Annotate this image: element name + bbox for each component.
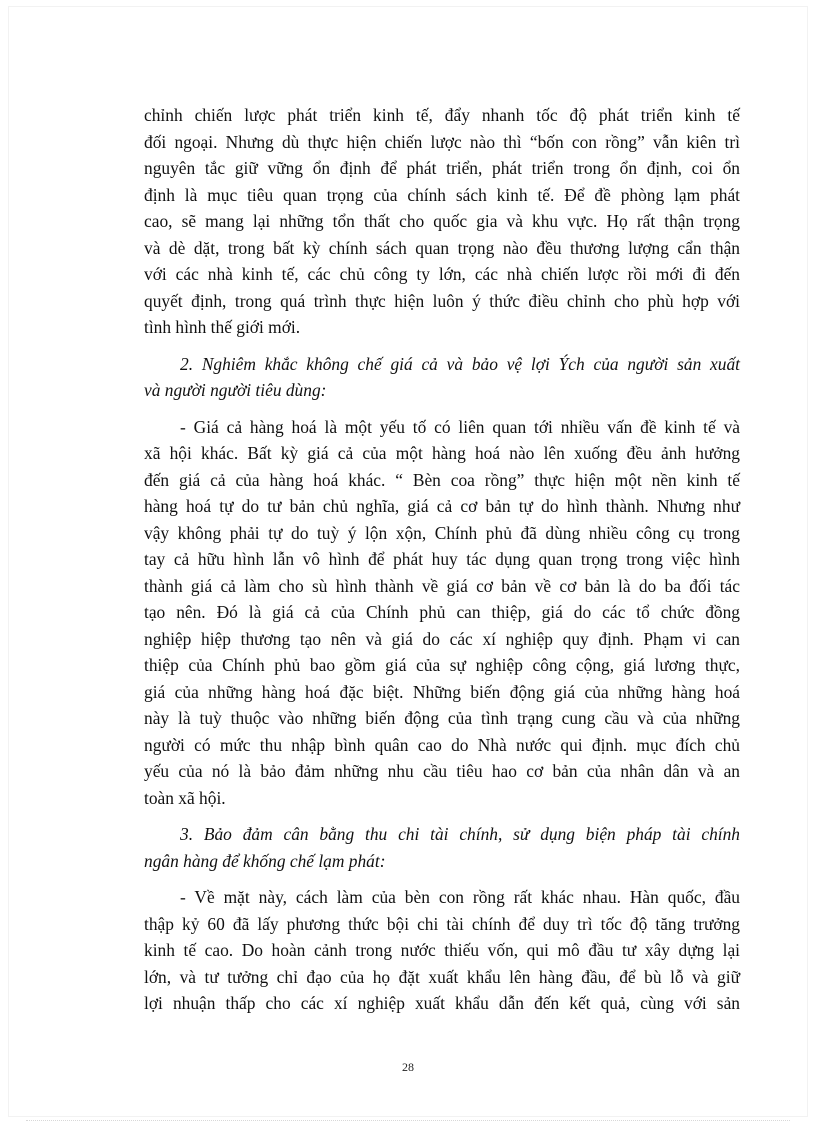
heading-line: ngân hàng để khống chế lạm phát:	[144, 850, 386, 871]
text-line: chỉnh chiến lược phát triển kinh tế, đẩy nhanh tốc độ phát triển kinh tế	[144, 105, 740, 125]
paragraph-2	[144, 414, 740, 812]
text-line: tình hình thế giới mới.	[144, 317, 301, 337]
document-body	[144, 102, 740, 1017]
bottom-divider	[26, 1120, 790, 1121]
text-line: kinh tế cao. Do hoàn cảnh trong nước thiếu vốn, qui mô đầu tư xây dựng lại	[144, 940, 740, 960]
text-line: - Giá cả hàng hoá là một yếu tố có liên quan tới nhiều vấn đề kinh tế và	[180, 416, 740, 437]
text-line: này là tuỳ thuộc vào những biến động của tình trạng cung cầu và của những	[144, 708, 740, 728]
text-line: lợi nhuận thấp cho các xí nghiệp xuất khẩu dẫn đến kết quả, cùng với sản	[144, 993, 740, 1013]
section-heading-3	[144, 821, 740, 874]
text-line: lớn, và tư tưởng chỉ đạo của họ đặt xuất khẩu lên hàng đầu, để bù lỗ và giữ	[144, 966, 740, 987]
text-line: toàn xã hội.	[144, 787, 226, 808]
text-line: xã hội khác. Bất kỳ giá cả của một hàng hoá nào lên xuống đều ảnh hưởng	[144, 443, 740, 463]
text-line: nghiệp hiệp thương tạo nên và giá do các xí nghiệp quy định. Phạm vi can	[144, 628, 740, 649]
section-heading-2	[144, 351, 740, 404]
heading-line: và người người tiêu dùng:	[144, 380, 327, 400]
text-line: đối ngoại. Nhưng dù thực hiện chiến lược nào thì “bốn con rồng” vẫn kiên trì	[144, 131, 740, 152]
page-number: 28	[402, 1060, 414, 1074]
text-line: tạo nên. Đó là giá cả của Chính phủ can thiệp, giá do các tổ chức đồng	[144, 602, 740, 622]
text-line: và dè dặt, trong bất kỳ chính sách quan trọng nào đều thương lượng cẩn thận	[144, 237, 740, 258]
text-line: yếu của nó là bảo đảm những nhu cầu tiêu hao cơ bản của nhân dân và an	[144, 761, 740, 781]
text-line: tay cả hữu hình lẫn vô hình để phát huy tác dụng quan trọng trong việc hình	[144, 549, 740, 569]
text-line: cao, sẽ mang lại những tổn thất cho quốc gia và khu vực. Họ rất thận trọng	[144, 211, 740, 231]
heading-line: 3. Bảo đảm cân bằng thu chi tài chính, sử dụng biện pháp tài chính	[180, 824, 740, 844]
text-line: thành giá cả làm cho sù hình thành về giá cơ bản về cơ bản là do ba đối tác	[144, 575, 740, 596]
text-line: - Về mặt này, cách làm của bèn con rồng rất khác nhau. Hàn quốc, đầu	[180, 887, 740, 907]
paragraph-3	[144, 884, 740, 1017]
text-line: thập kỷ 60 đã lấy phương thức bội chi tài chính để duy trì tốc độ tăng trưởng	[144, 913, 740, 934]
text-line: thiệp của Chính phủ bao gồm giá của sự nghiệp công cộng, giá lương thực,	[144, 655, 740, 675]
paragraph-1	[144, 102, 740, 341]
text-line: vậy không phải tự do tuỳ ý lộn xộn, Chính phủ đã dùng nhiều công cụ trong	[144, 522, 740, 543]
text-line: giá của những hàng hoá đặc biệt. Những biến động giá của những hàng hoá	[144, 681, 740, 702]
text-line: nguyên tắc giữ vững ổn định để phát triển, phát triển trong ổn định, coi ổn	[144, 158, 740, 178]
text-line: quyết định, trong quá trình thực hiện luôn ý thức điều chỉnh cho phù hợp với	[144, 290, 740, 311]
text-line: hàng hoá tự do tư bản chủ nghĩa, giá cả cơ bản tự do hình thành. Nhưng như	[144, 496, 740, 516]
text-line: người có mức thu nhập bình quân cao do Nhà nước qui định. mục đích chủ	[144, 734, 740, 755]
text-line: đến giá cả của hàng hoá khác. “ Bèn coa rồng” thực hiện một nền kinh tế	[144, 469, 740, 490]
text-line: với các nhà kinh tế, các chủ công ty lớn, các nhà chiến lược rồi mới đi đến	[144, 264, 740, 284]
heading-line: 2. Nghiêm khắc không chế giá cả và bảo vệ lợi Ých của người sản xuất	[180, 353, 740, 374]
text-line: định là mục tiêu quan trọng của chính sách kinh tế. Để đề phòng lạm phát	[144, 184, 740, 205]
